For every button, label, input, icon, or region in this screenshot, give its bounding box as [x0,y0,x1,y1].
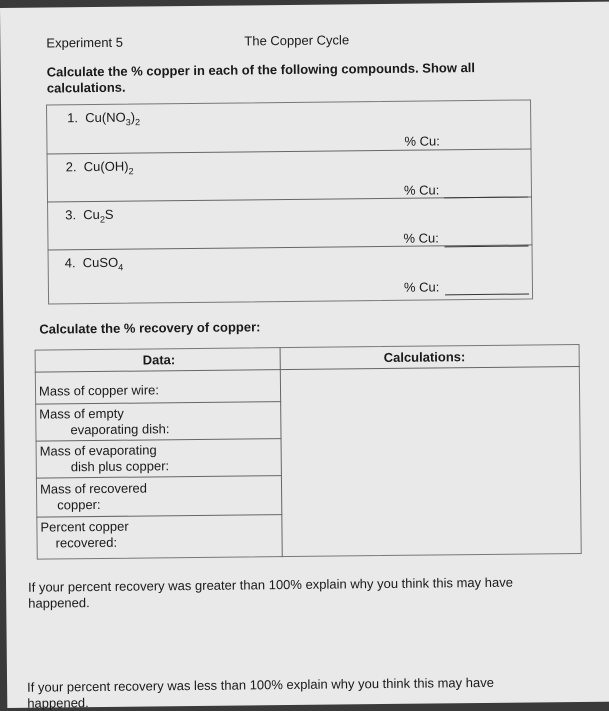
question-less-cont: happened. [27,695,89,711]
part1-instruction-cont: calculations. [46,79,126,96]
calculations-column-header: Calculations: [383,349,466,366]
compound-formula: CuSO [82,254,119,271]
data-row-label-cont: recovered: [55,534,118,551]
compound-1 [67,110,140,128]
compound-number: 3. [65,207,77,223]
data-row-label: Mass of copper wire: [38,382,160,399]
data-row-label: Percent copper [40,518,129,535]
answer-label: % Cu: [403,279,440,295]
answer-label: % Cu: [403,182,440,198]
part1-instruction: Calculate the % copper in each of the following compounds. Show all [46,60,476,80]
formula-subscript: 4 [118,262,124,273]
formula-tail: S [104,206,114,222]
data-row-label-cont: evaporating dish: [70,421,170,438]
compound-2 [66,159,134,177]
formula-subscript: 2 [135,117,141,128]
answer-label: % Cu: [404,133,440,149]
data-row-label: Mass of recovered [39,480,148,497]
formula-subscript: 2 [128,166,134,177]
worksheet-page [0,2,609,711]
compound-4 [65,255,124,273]
compounds-box [46,99,533,304]
data-row-label-cont: dish plus copper: [70,458,170,475]
compound-number: 1. [67,110,79,126]
question-less: If your percent recovery was less than 100% explain why you think this may have [27,674,494,695]
compound-formula: Cu(OH) [83,158,129,175]
data-column-header: Data: [142,352,176,368]
part2-heading: Calculate the % recovery of copper: [39,319,261,337]
formula-subscript: 2 [99,214,105,225]
data-row-label: Mass of evaporating [39,442,157,459]
formula-tail: ) [130,109,136,125]
data-row-label: Mass of empty [39,405,124,422]
compound-formula: Cu [83,206,100,223]
answer-label: % Cu: [403,230,439,246]
compound-number: 4. [64,255,76,271]
question-greater: If your percent recovery was greater than 100% explain why you think this may have [27,574,513,595]
compound-number: 2. [65,159,77,175]
compound-formula: Cu(NO [85,109,126,126]
question-greater-cont: happened. [28,595,90,611]
compound-3 [65,207,114,225]
formula-subscript: 3 [125,117,131,128]
experiment-label: Experiment 5 [46,34,124,51]
data-row-label-cont: copper: [57,496,101,513]
worksheet-title: The Copper Cycle [244,32,350,49]
